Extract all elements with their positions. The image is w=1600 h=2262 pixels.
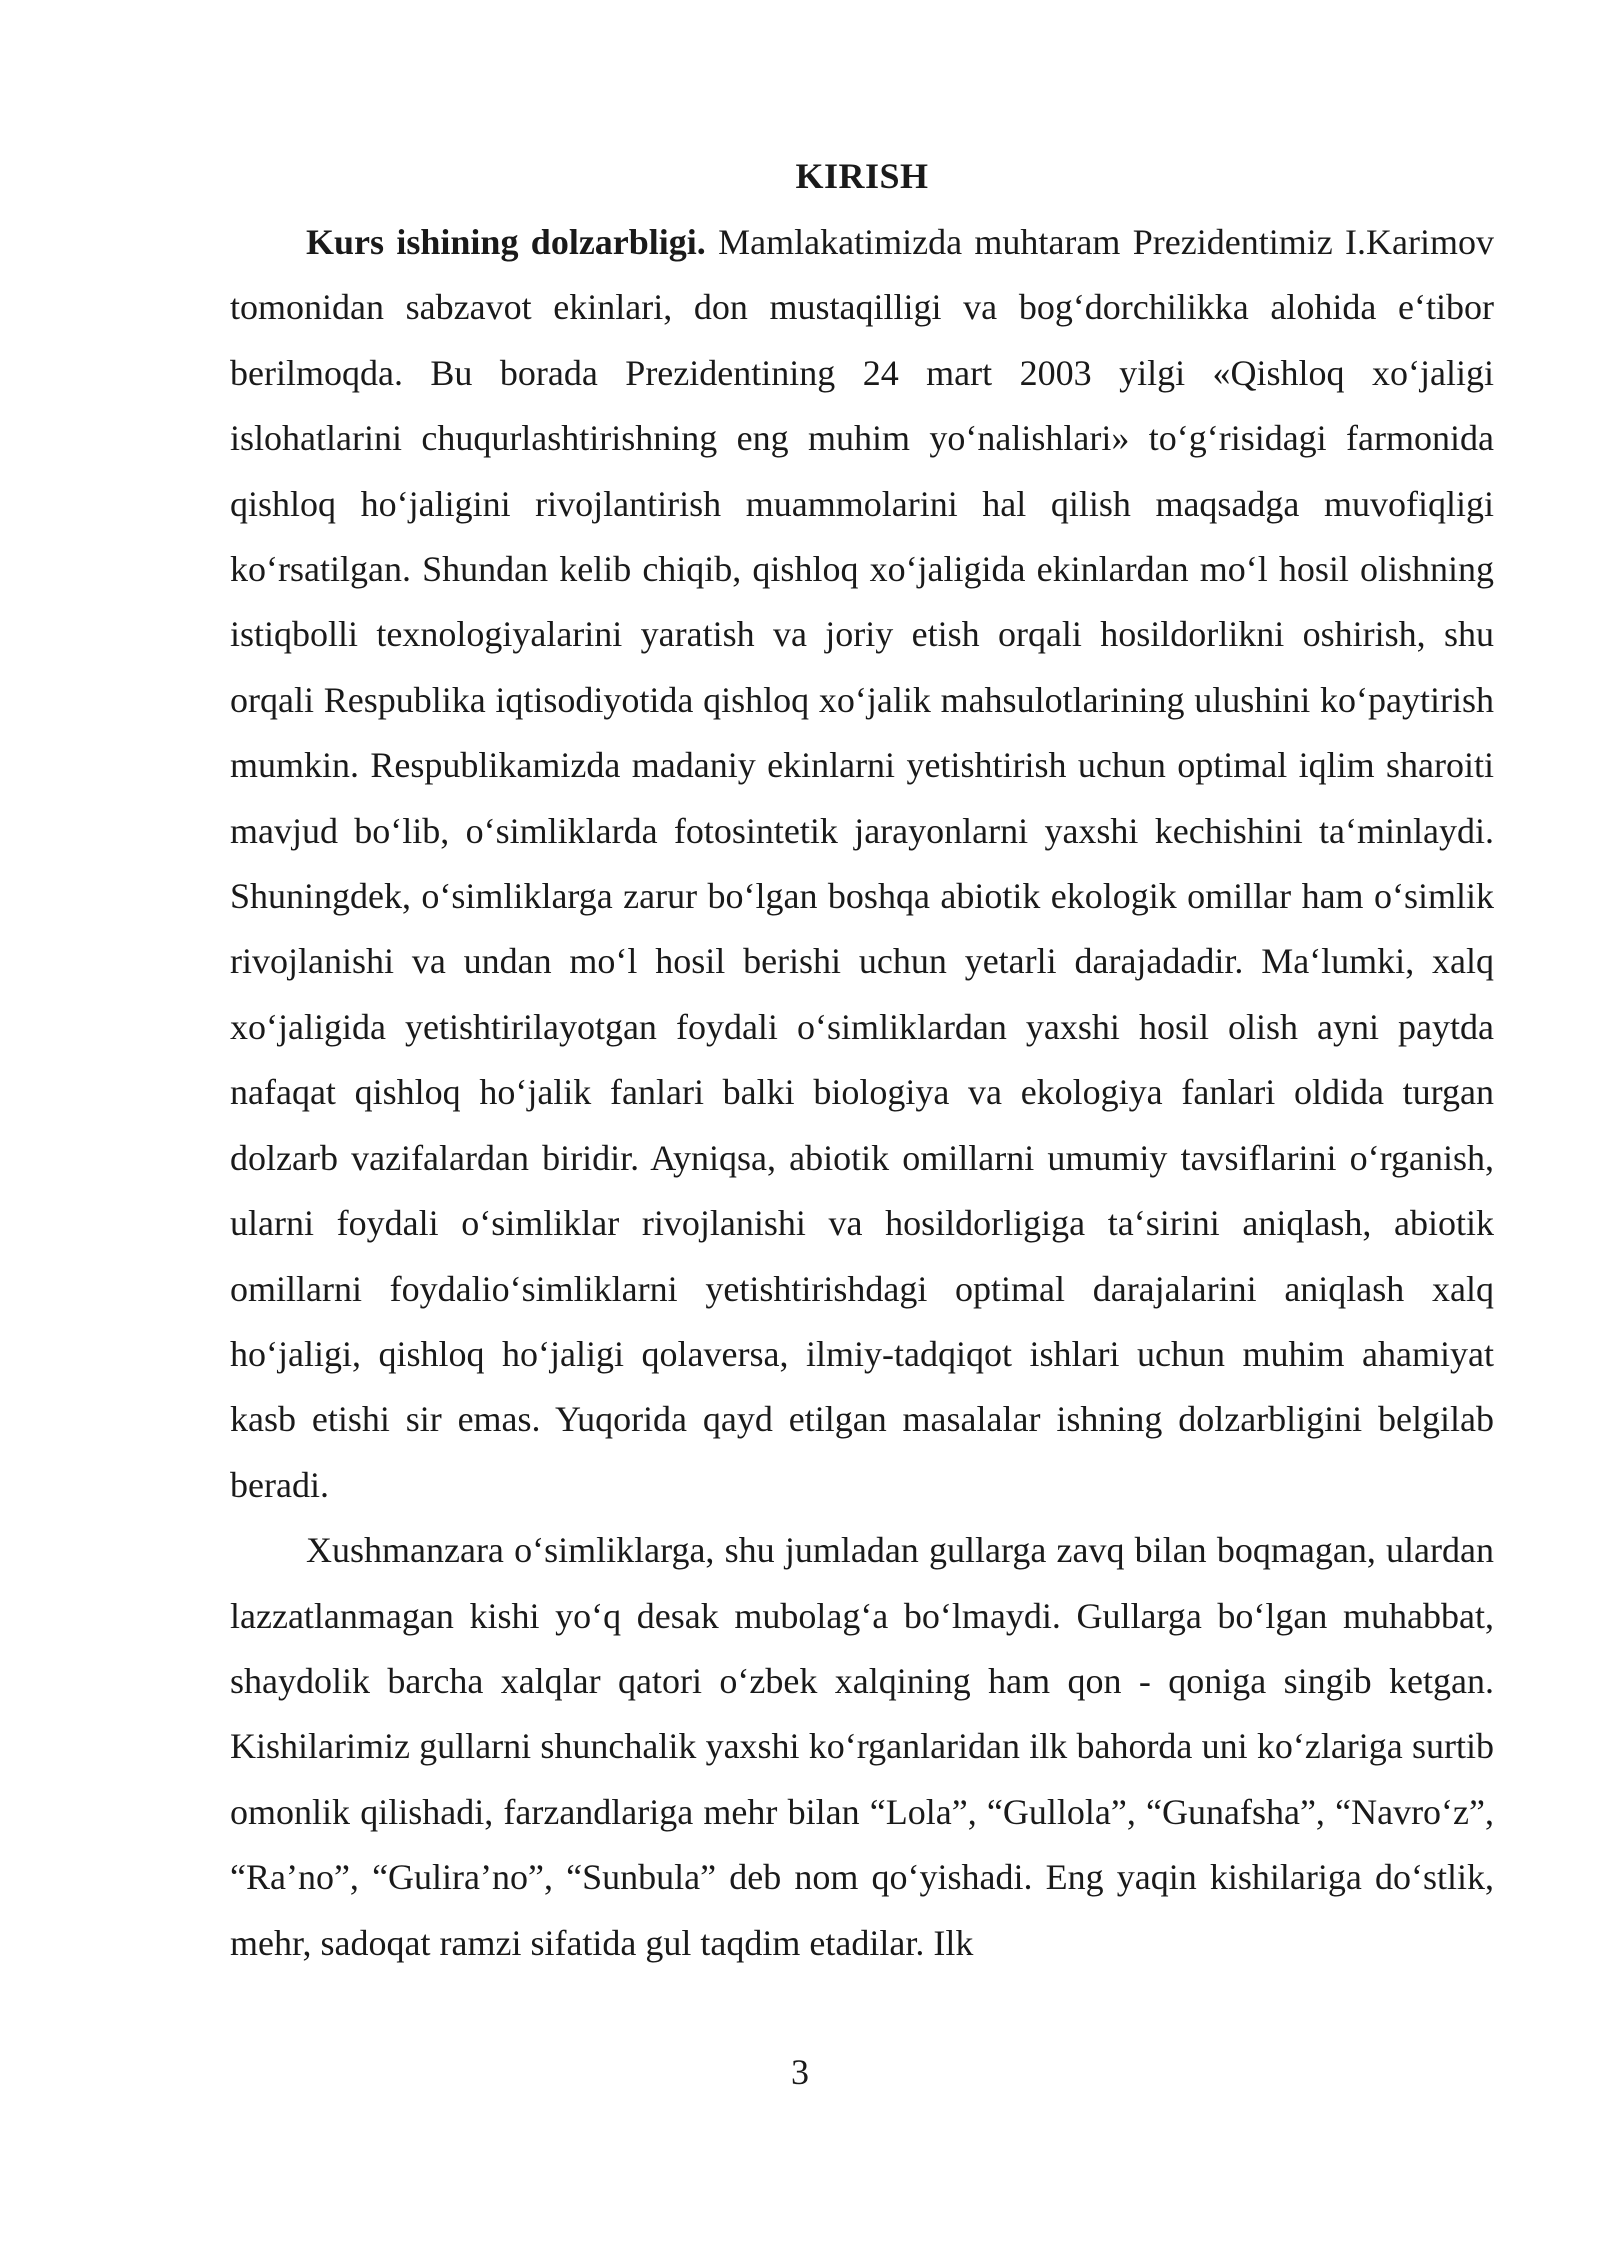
paragraph-body: Mamlakatimizda muhtaram Prezidentimiz I.Karimov tomonidan sabzavot ekinlari, don mustaqilligi va bog‘dorchilikka alohida e‘tibor berilmoqda. Bu borada Prezidentining 24 mart 2003 yilgi «Qishloq xo‘jaligi islohatlarini chuqurlashtirishning eng muhim yo‘nalishlari» to‘g‘risidagi farmonida qishloq ho‘jaligini rivojlantirish muammolarini hal qilish maqsadga muvofiqligi ko‘rsatilgan. Shundan kelib chiqib, qishloq xo‘jaligida ekinlardan mo‘l hosil olishning istiqbolli texnologiyalarini yaratish va joriy etish orqali hosildorlikni oshirish, shu orqali Respublika iqtisodiyotida qishloq xo‘jalik mahsulotlarining ulushini ko‘paytirish mumkin. Respublikamizda madaniy ekinlarni yetishtirish uchun optimal iqlim sharoiti mavjud bo‘lib, o‘simliklarda fotosintetik jarayonlarni yaxshi kechishini ta‘minlaydi. Shuningdek, o‘simliklarga zarur bo‘lgan boshqa abiotik ekologik omillar ham o‘simlik rivojlanishi va undan mo‘l hosil berishi uchun yetarli darajadadir. Ma‘lumki, xalq xo‘jaligida yetishtirilayotgan foydali o‘simliklardan yaxshi hosil olish ayni paytda nafaqat qishloq ho‘jalik fanlari balki biologiya va ekologiya fanlari oldida turgan dolzarb vazifalardan biridir. Ayniqsa, abiotik omillarni umumiy tavsiflarini o‘rganish, ularni foydali o‘simliklar rivojlanishi va hosildorligiga ta‘sirini aniqlash, abiotik omillarni foydalio‘simliklarni yetishtirishdagi optimal darajalarini aniqlash xalq ho‘jaligi, qishloq ho‘jaligi qolaversa, ilmiy-tadqiqot ishlari uchun muhim ahamiyat kasb etishi sir emas. Yuqorida qayd etilgan masalalar ishning dolzarbligini belgilab beradi. <box>230 222 1494 1505</box>
page-number: 3 <box>791 2052 809 2092</box>
section-heading: KIRISH <box>795 156 929 196</box>
paragraph-1 <box>230 210 1494 1518</box>
document-page <box>230 148 1494 1976</box>
paragraph-body: Xushmanzara o‘simliklarga, shu jumladan gullarga zavq bilan boqmagan, ulardan lazzatlanmagan kishi yo‘q desak mubolag‘a bo‘lmaydi. Gullarga bo‘lgan muhabbat, shaydolik barcha xalqlar qatori o‘zbek xalqining ham qon - qoniga singib ketgan. Kishilarimiz gullarni shunchalik yaxshi ko‘rganlaridan ilk bahorda uni ko‘zlariga surtib omonlik qilishadi, farzandlariga mehr bilan “Lola”, “Gullola”, “Gunafsha”, “Navro‘z”, “Ra’no”, “Gulira’no”, “Sunbula” deb nom qo‘yishadi. Eng yaqin kishilariga do‘stlik, mehr, sadoqat ramzi sifatida gul taqdim etadilar. Ilk <box>230 1530 1494 1963</box>
paragraph-lead: Kurs ishining dolzarbligi. <box>306 222 706 262</box>
paragraph-2 <box>230 1518 1494 1976</box>
